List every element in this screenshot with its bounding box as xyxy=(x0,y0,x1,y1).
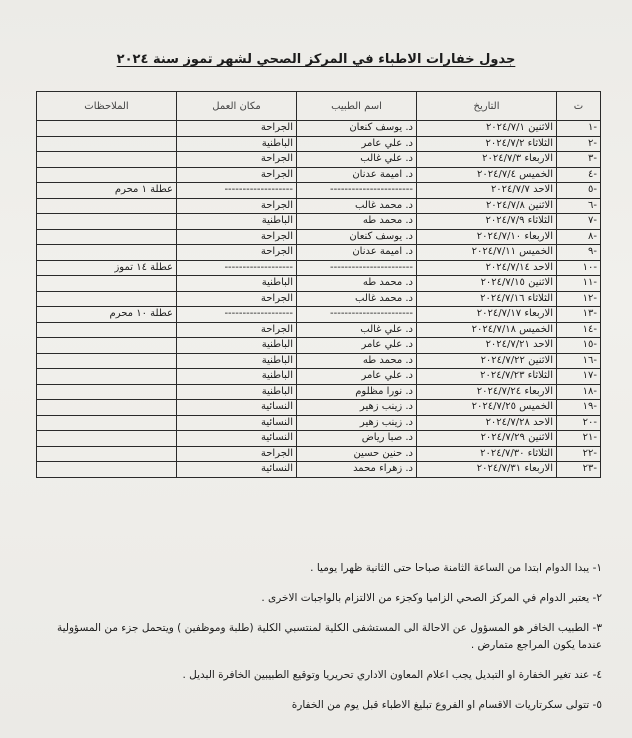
table-row xyxy=(37,384,601,400)
row-department: النسائية xyxy=(177,400,297,416)
row-note xyxy=(37,369,177,385)
table-row xyxy=(37,415,601,431)
row-date: الاحد ٢٠٢٤/٧/٧ xyxy=(417,183,557,199)
row-number: -١١ xyxy=(557,276,601,292)
row-note xyxy=(37,276,177,292)
row-number: -١٥ xyxy=(557,338,601,354)
row-department: الباطنية xyxy=(177,353,297,369)
header-notes: الملاحظات xyxy=(37,92,177,121)
table-row xyxy=(37,152,601,168)
row-doctor: د. علي عامر xyxy=(297,338,417,354)
table-row xyxy=(37,167,601,183)
row-number: -١٢ xyxy=(557,291,601,307)
table-row xyxy=(37,338,601,354)
row-doctor: ----------------------- xyxy=(297,260,417,276)
row-number: -٩ xyxy=(557,245,601,261)
row-note xyxy=(37,291,177,307)
row-department: الباطنية xyxy=(177,369,297,385)
row-date: الخميس ٢٠٢٤/٧/١٨ xyxy=(417,322,557,338)
row-number: -٢٣ xyxy=(557,462,601,478)
row-note xyxy=(37,198,177,214)
row-note xyxy=(37,214,177,230)
row-doctor: ----------------------- xyxy=(297,183,417,199)
header-date: التاريخ xyxy=(417,92,557,121)
row-date: الاربعاء ٢٠٢٤/٧/١٧ xyxy=(417,307,557,323)
row-number: -١٤ xyxy=(557,322,601,338)
row-date: الثلاثاء ٢٠٢٤/٧/٣٠ xyxy=(417,446,557,462)
row-date: الاحد ٢٠٢٤/٧/٢٨ xyxy=(417,415,557,431)
note-4: ٤- عند تغير الخفارة او التبديل يجب اعلام المعاون الاداري تحريريا وتوقيع الطبيبين الخافرة البديل . xyxy=(182,669,602,681)
row-doctor: د. علي غالب xyxy=(297,322,417,338)
row-number: -٨ xyxy=(557,229,601,245)
table-body xyxy=(37,121,601,478)
row-doctor: د. يوسف كنعان xyxy=(297,229,417,245)
row-date: الاحد ٢٠٢٤/٧/١٤ xyxy=(417,260,557,276)
table-row xyxy=(37,245,601,261)
row-note xyxy=(37,431,177,447)
row-department: الباطنية xyxy=(177,276,297,292)
row-number: -١٩ xyxy=(557,400,601,416)
row-department: الجراحة xyxy=(177,152,297,168)
notes-section xyxy=(30,560,602,727)
row-number: -٦ xyxy=(557,198,601,214)
row-date: الاربعاء ٢٠٢٤/٧/٢٤ xyxy=(417,384,557,400)
table-row xyxy=(37,462,601,478)
row-number: -٢١ xyxy=(557,431,601,447)
row-department: الجراحة xyxy=(177,167,297,183)
row-department: الجراحة xyxy=(177,291,297,307)
table-header-row xyxy=(37,92,601,121)
row-note xyxy=(37,338,177,354)
row-date: الثلاثاء ٢٠٢٤/٧/٢٣ xyxy=(417,369,557,385)
row-date: الاربعاء ٢٠٢٤/٧/١٠ xyxy=(417,229,557,245)
row-doctor: د. محمد غالب xyxy=(297,198,417,214)
table-row xyxy=(37,291,601,307)
table-row xyxy=(37,353,601,369)
table-row xyxy=(37,276,601,292)
row-number: -٢٠ xyxy=(557,415,601,431)
row-doctor: د. زينب زهير xyxy=(297,415,417,431)
table-row xyxy=(37,260,601,276)
row-department: النسائية xyxy=(177,431,297,447)
row-department: الجراحة xyxy=(177,121,297,137)
table-row xyxy=(37,183,601,199)
row-date: الاثنين ٢٠٢٤/٧/٢٩ xyxy=(417,431,557,447)
row-department: الجراحة xyxy=(177,229,297,245)
row-note xyxy=(37,384,177,400)
table-row xyxy=(37,446,601,462)
table-row xyxy=(37,198,601,214)
row-doctor: د. محمد غالب xyxy=(297,291,417,307)
note-3: ٣- الطبيب الخافر هو المسؤول عن الاحالة الى المستشفى الكلية لمنتسبي الكلية (طلبة وموظفين ) ويتحمل جزء من المسؤولية عندما يكون المراجع متمارض . xyxy=(56,622,602,651)
header-dept: مكان العمل xyxy=(177,92,297,121)
row-doctor: د. حنين حسين xyxy=(297,446,417,462)
row-note: عطلة ١ محرم xyxy=(37,183,177,199)
row-department: الباطنية xyxy=(177,338,297,354)
table-row xyxy=(37,214,601,230)
header-doctor: اسم الطبيب xyxy=(297,92,417,121)
row-doctor: د. محمد طه xyxy=(297,353,417,369)
page-title-text: جدول خفارات الاطباء في المركز الصحي لشهر تموز سنة ٢٠٢٤ xyxy=(116,52,516,67)
row-number: -١٧ xyxy=(557,369,601,385)
row-note xyxy=(37,415,177,431)
row-doctor: د. زينب زهير xyxy=(297,400,417,416)
row-department: النسائية xyxy=(177,415,297,431)
row-date: الاربعاء ٢٠٢٤/٧/٣١ xyxy=(417,462,557,478)
row-doctor: د. علي عامر xyxy=(297,369,417,385)
row-doctor: د. زهراء محمد xyxy=(297,462,417,478)
row-date: الاثنين ٢٠٢٤/٧/٨ xyxy=(417,198,557,214)
row-number: -٥ xyxy=(557,183,601,199)
row-doctor: د. صبا رياض xyxy=(297,431,417,447)
row-department: الباطنية xyxy=(177,214,297,230)
row-date: الاثنين ٢٠٢٤/٧/٢٢ xyxy=(417,353,557,369)
page-title xyxy=(0,52,632,67)
row-doctor: د. اميمة عدنان xyxy=(297,167,417,183)
row-date: الثلاثاء ٢٠٢٤/٧/١٦ xyxy=(417,291,557,307)
row-date: الاثنين ٢٠٢٤/٧/١ xyxy=(417,121,557,137)
row-number: -١٣ xyxy=(557,307,601,323)
row-note xyxy=(37,446,177,462)
table-row xyxy=(37,369,601,385)
row-date: الخميس ٢٠٢٤/٧/٢٥ xyxy=(417,400,557,416)
table-row xyxy=(37,431,601,447)
row-department: ------------------- xyxy=(177,183,297,199)
note-2: ٢- يعتبر الدوام في المركز الصحي الزاميا وكجزء من الالتزام بالواجبات الاخرى . xyxy=(261,592,602,604)
table-row xyxy=(37,400,601,416)
duty-schedule-table xyxy=(36,91,601,478)
row-doctor: د. علي غالب xyxy=(297,152,417,168)
table-row xyxy=(37,229,601,245)
row-note xyxy=(37,167,177,183)
row-number: -٤ xyxy=(557,167,601,183)
row-doctor: د. يوسف كنعان xyxy=(297,121,417,137)
row-note xyxy=(37,152,177,168)
row-note xyxy=(37,353,177,369)
row-number: -٢٢ xyxy=(557,446,601,462)
row-department: النسائية xyxy=(177,462,297,478)
row-doctor: ----------------------- xyxy=(297,307,417,323)
row-date: الاحد ٢٠٢٤/٧/٢١ xyxy=(417,338,557,354)
row-note xyxy=(37,229,177,245)
table-row xyxy=(37,136,601,152)
row-note xyxy=(37,121,177,137)
row-number: -١٦ xyxy=(557,353,601,369)
row-department: ------------------- xyxy=(177,260,297,276)
row-date: الخميس ٢٠٢٤/٧/٤ xyxy=(417,167,557,183)
row-date: الثلاثاء ٢٠٢٤/٧/٢ xyxy=(417,136,557,152)
row-department: الباطنية xyxy=(177,384,297,400)
row-date: الاثنين ٢٠٢٤/٧/١٥ xyxy=(417,276,557,292)
row-doctor: د. علي عامر xyxy=(297,136,417,152)
row-doctor: د. محمد طه xyxy=(297,214,417,230)
row-department: الباطنية xyxy=(177,136,297,152)
row-department: الجراحة xyxy=(177,446,297,462)
row-note: عطلة ١٤ تموز xyxy=(37,260,177,276)
note-5: ٥- تتولى سكرتاريات الاقسام او الفروع تبليغ الاطباء قبل يوم من الخفارة xyxy=(291,699,602,711)
row-department: الجراحة xyxy=(177,245,297,261)
row-number: -١ xyxy=(557,121,601,137)
row-date: الخميس ٢٠٢٤/٧/١١ xyxy=(417,245,557,261)
table-row xyxy=(37,307,601,323)
row-date: الاربعاء ٢٠٢٤/٧/٣ xyxy=(417,152,557,168)
row-doctor: د. نورا مظلوم xyxy=(297,384,417,400)
table-row xyxy=(37,121,601,137)
row-date: الثلاثاء ٢٠٢٤/٧/٩ xyxy=(417,214,557,230)
row-note xyxy=(37,400,177,416)
row-number: -٧ xyxy=(557,214,601,230)
row-number: -٢ xyxy=(557,136,601,152)
note-1: ١- يبدا الدوام ابتدا من الساعة الثامنة صباحا حتى الثانية ظهرا يوميا . xyxy=(310,562,602,574)
row-department: ------------------- xyxy=(177,307,297,323)
row-doctor: د. اميمة عدنان xyxy=(297,245,417,261)
row-note: عطلة ١٠ محرم xyxy=(37,307,177,323)
row-number: -٣ xyxy=(557,152,601,168)
row-note xyxy=(37,462,177,478)
row-note xyxy=(37,245,177,261)
row-number: -١٠ xyxy=(557,260,601,276)
row-note xyxy=(37,136,177,152)
row-note xyxy=(37,322,177,338)
header-num: ت xyxy=(557,92,601,121)
row-doctor: د. محمد طه xyxy=(297,276,417,292)
row-department: الجراحة xyxy=(177,198,297,214)
row-number: -١٨ xyxy=(557,384,601,400)
table-row xyxy=(37,322,601,338)
row-department: الجراحة xyxy=(177,322,297,338)
